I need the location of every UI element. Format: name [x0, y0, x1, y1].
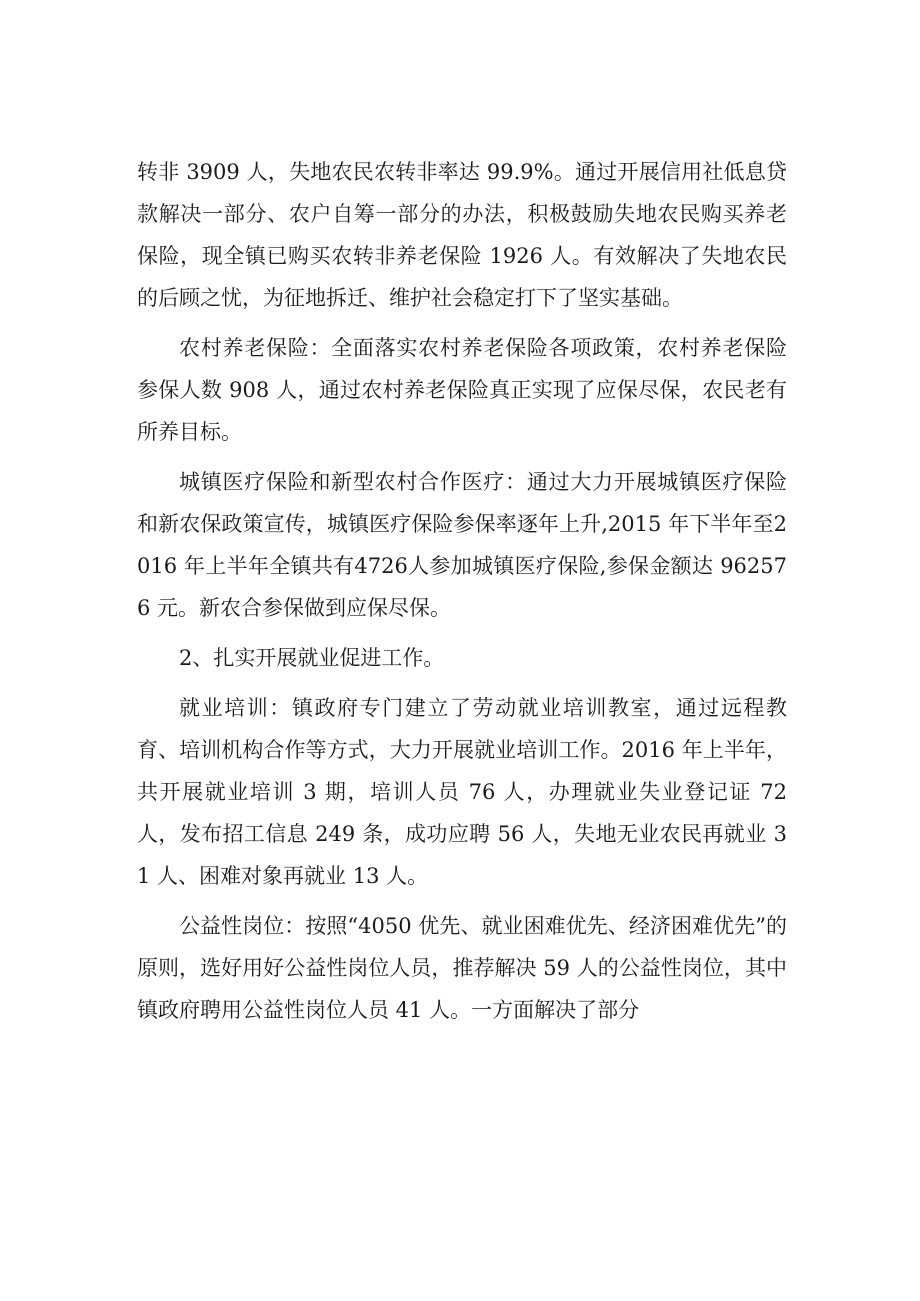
- paragraph-medical-insurance: 城镇医疗保险和新型农村合作医疗：通过大力开展城镇医疗保险和新农保政策宣传，城镇医疗保险参保率逐年上升,2015 年下半年至2016 年上半年全镇共有4726人参加城镇医疗保险,参保金额达 962576 元。新农合参保做到应保尽保。: [137, 470, 787, 620]
- document-body: [137, 151, 787, 1031]
- section-heading-employment: 2、扎实开展就业促进工作。: [179, 646, 445, 670]
- paragraph-continuation: 转非 3909 人，失地农民农转非率达 99.9%。通过开展信用社低息贷款解决一部分、农户自筹一部分的办法，积极鼓励失地农民购买养老保险，现全镇已购买农转非养老保险 1926 人。有效解决了失地农民的后顾之忧，为征地拆迁、维护社会稳定打下了坚实基础。: [137, 160, 787, 310]
- paragraph-rural-pension: 农村养老保险：全面落实农村养老保险各项政策，农村养老保险参保人数 908 人，通过农村养老保险真正实现了应保尽保，农民老有所养目标。: [137, 336, 787, 444]
- paragraph-public-welfare-jobs: 公益性岗位：按照“4050 优先、就业困难优先、经济困难优先”的原则，选好用好公益性岗位人员，推荐解决 59 人的公益性岗位，其中镇政府聘用公益性岗位人员 41 人。一方面解决了部分: [137, 914, 787, 1022]
- paragraph-employment-training: 就业培训：镇政府专门建立了劳动就业培训教室，通过远程教育、培训机构合作等方式，大力开展就业培训工作。2016 年上半年，共开展就业培训 3 期，培训人员 76 人，办理就业失业登记证 72 人，发布招工信息 249 条，成功应聘 56 人，失地无业农民再就业 31 人、困难对象再就业 13 人。: [137, 696, 787, 888]
